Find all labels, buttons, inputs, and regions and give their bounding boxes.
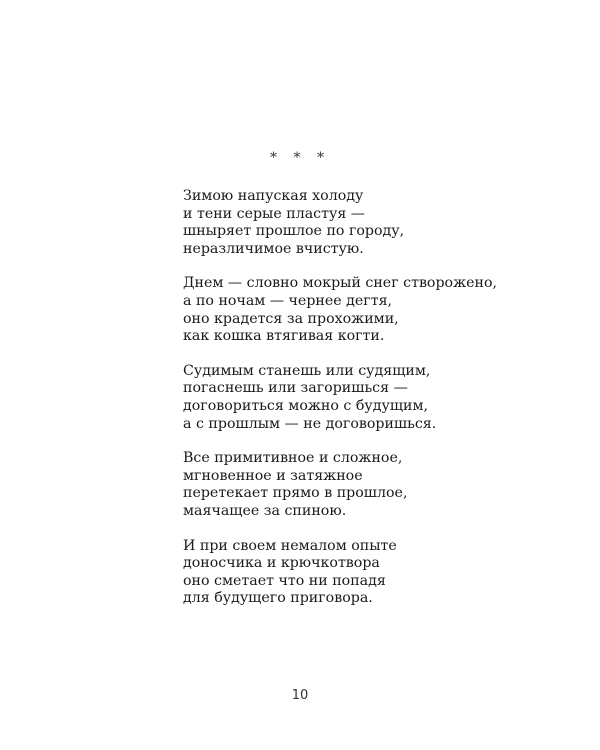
stanza-3 [183,363,483,433]
poem-line: а с прошлым — не договоришься. [183,415,437,432]
poem-line: шныряет прошлое по городу, [183,223,405,240]
poem-line: и тени серые пластуя — [183,205,365,222]
poem-line: Судимым станешь или судящим, [183,362,431,379]
stanza-4 [183,450,483,520]
poem-line: оно сметает что ни попадя [183,572,386,589]
poem-line: Днем — словно мокрый снег створожено, [183,275,498,292]
stanza-5 [183,538,483,608]
poem-line: договориться можно с будущим, [183,397,429,414]
poem-line: оно крадется за прохожими, [183,310,399,327]
stanza-2 [183,275,498,345]
poem-line: неразличимое вчистую. [183,240,364,257]
poem-line: как кошка втягивая когти. [183,328,385,345]
poem-line: перетекает прямо в прошлое, [183,485,408,502]
poem-line: мгновенное и затяжное [183,467,363,484]
poem-line: Все примитивное и сложное, [183,450,403,467]
poem-line: погаснешь или загоришься — [183,380,408,397]
poem-line: И при своем немалом опыте [183,537,397,554]
poem-line: маячащее за спиною. [183,502,347,519]
poem-line: а по ночам — чернее дегтя, [183,292,393,309]
section-separator: * * * [270,150,330,166]
stanza-1 [183,188,483,258]
page-number: 10 [291,688,309,703]
poem-line: доносчика и крючкотвора [183,555,380,572]
poem-line: Зимою напуская холоду [183,188,364,204]
poem [183,188,498,625]
poem-line: для будущего приговора. [183,590,373,607]
